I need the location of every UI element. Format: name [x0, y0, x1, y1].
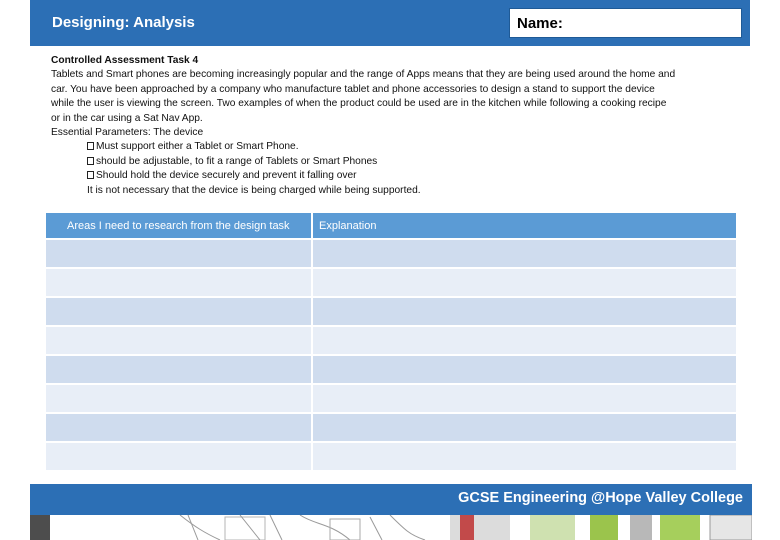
column-header-areas: Areas I need to research from the design task [45, 212, 312, 239]
parameter-note: It is not necessary that the device is being charged while being supported. [87, 184, 421, 196]
name-label: Name: [517, 15, 563, 32]
parameter-item [51, 169, 741, 183]
explanation-cell[interactable] [312, 268, 737, 297]
research-area-cell[interactable] [45, 384, 312, 413]
parameters-heading: Essential Parameters: The device [51, 127, 204, 139]
task-intro-line: Tablets and Smart phones are becoming increasingly popular and the range of Apps means that they are being used around the home and [51, 69, 676, 81]
parameter-item [51, 155, 741, 169]
checkbox-icon [87, 171, 94, 179]
checkbox-icon [87, 157, 94, 165]
research-area-cell[interactable] [45, 355, 312, 384]
research-area-cell[interactable] [45, 239, 312, 268]
page-title: Designing: Analysis [52, 14, 195, 31]
research-table [44, 211, 738, 472]
explanation-cell[interactable] [312, 355, 737, 384]
explanation-cell[interactable] [312, 239, 737, 268]
parameter-text: Must support either a Tablet or Smart Phone. [96, 141, 299, 153]
footer-bar [30, 484, 752, 515]
explanation-cell[interactable] [312, 326, 737, 355]
explanation-cell[interactable] [312, 413, 737, 442]
task-intro-line: while the user is viewing the screen. Two examples of when the product could be used are in the kitchen while following a cooking recipe [51, 98, 667, 110]
research-area-cell[interactable] [45, 413, 312, 442]
research-area-cell[interactable] [45, 297, 312, 326]
table-row [45, 355, 737, 384]
table-row [45, 413, 737, 442]
explanation-cell[interactable] [312, 384, 737, 413]
checkbox-icon [87, 142, 94, 150]
sketch-illustration [30, 515, 752, 540]
research-area-cell[interactable] [45, 442, 312, 471]
task-intro-line: or in the car using a Sat Nav App. [51, 112, 203, 124]
task-heading: Controlled Assessment Task 4 [51, 55, 199, 66]
column-header-explanation: Explanation [312, 212, 737, 239]
explanation-cell[interactable] [312, 297, 737, 326]
table-row [45, 384, 737, 413]
table-row [45, 239, 737, 268]
explanation-cell[interactable] [312, 442, 737, 471]
parameter-item [51, 140, 741, 154]
product-sketch-image [30, 515, 752, 540]
research-area-cell[interactable] [45, 268, 312, 297]
task-description [51, 54, 741, 198]
research-area-cell[interactable] [45, 326, 312, 355]
footer-text: GCSE Engineering @Hope Valley College [458, 490, 743, 506]
parameter-text: should be adjustable, to fit a range of Tablets or Smart Phones [96, 155, 378, 167]
parameter-text: Should hold the device securely and prevent it falling over [96, 170, 357, 182]
task-intro-line: car. You have been approached by a company who manufacture tablet and phone accessories to design a stand to support the device [51, 83, 655, 95]
table-row [45, 442, 737, 471]
table-row [45, 326, 737, 355]
name-field[interactable] [509, 8, 742, 38]
table-header-row [45, 212, 737, 239]
table-row [45, 297, 737, 326]
table-row [45, 268, 737, 297]
